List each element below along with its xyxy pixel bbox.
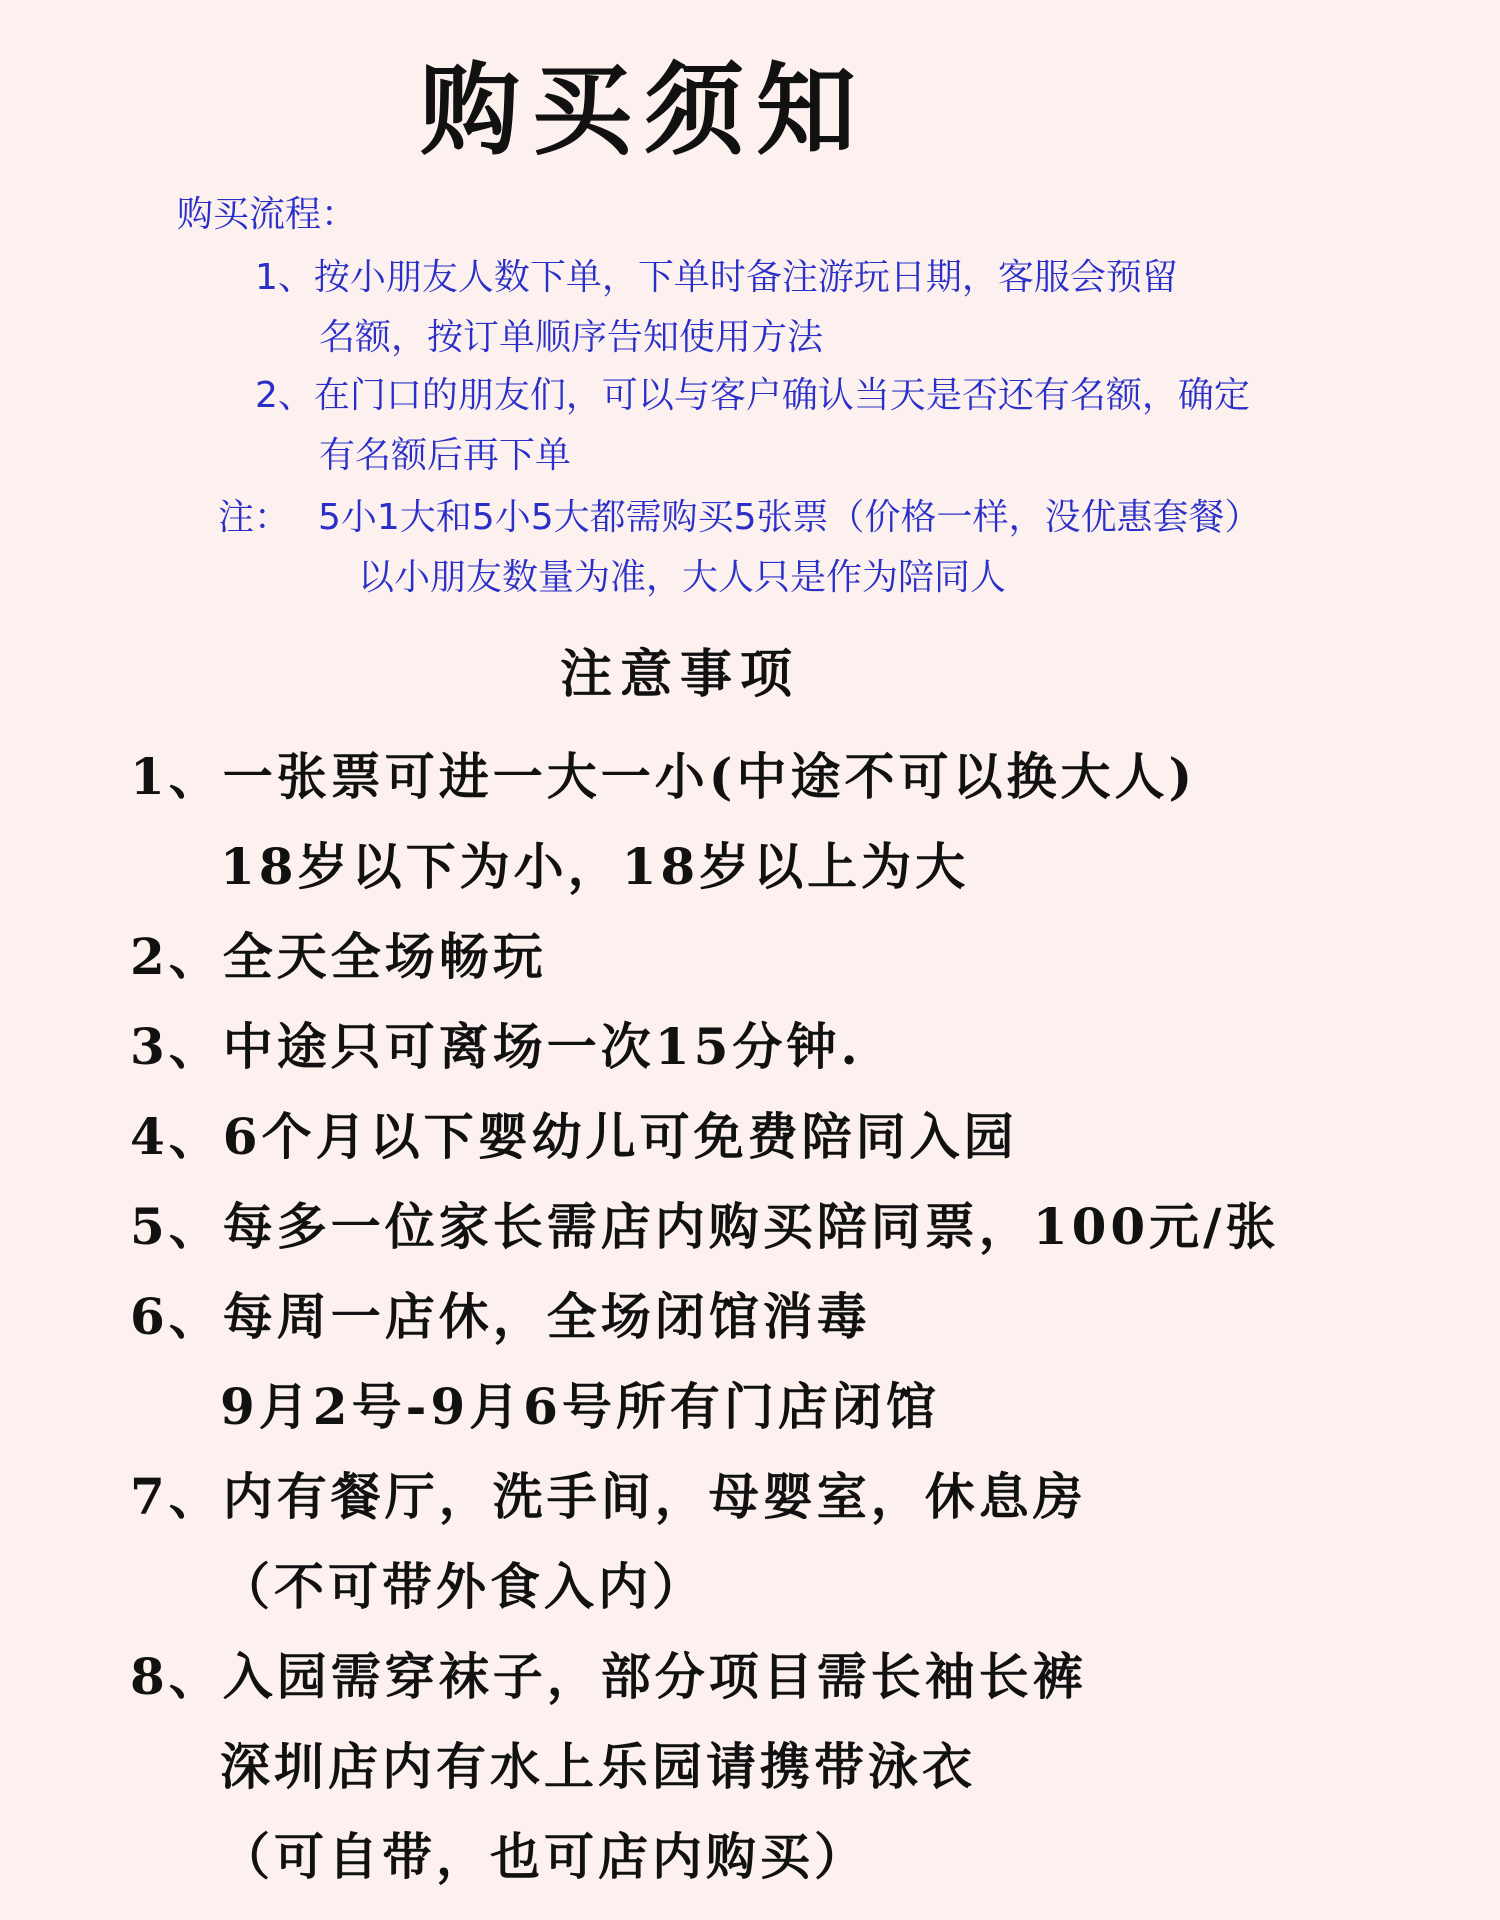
process-step-text-cont: 有名额后再下单 <box>319 435 572 476</box>
notice-item-1: 1、一张票可进一大一小(中途不可以换大人) <box>130 747 1197 806</box>
process-step-text-cont: 名额，按订单顺序告知使用方法 <box>319 317 824 358</box>
page-title: 购买须知 <box>420 51 868 169</box>
note-text: 5小1大和5小5大都需购买5张票（价格一样，没优惠套餐） <box>318 497 1261 538</box>
notice-item-6-detail: 9月2号-9月6号所有门店闭馆 <box>220 1377 940 1436</box>
notice-item-1-detail: 18岁以下为小，18岁以上为大 <box>220 837 970 896</box>
notice-item-5: 5、每多一位家长需店内购买陪同票，100元/张 <box>130 1197 1280 1256</box>
purchase-process-heading: 购买流程： <box>177 194 358 235</box>
notice-item-4: 4、6个月以下婴幼儿可免费陪同入园 <box>130 1107 1018 1166</box>
notice-item-8-detail: 深圳店内有水上乐园请携带泳衣 <box>220 1737 976 1796</box>
notice-item-7: 7、内有餐厅，洗手间，母婴室，休息房 <box>130 1467 1087 1526</box>
notice-item-6: 6、每周一店休，全场闭馆消毒 <box>130 1287 871 1346</box>
notice-heading: 注意事项 <box>560 644 801 705</box>
process-step-text: 在门口的朋友们，可以与客户确认当天是否还有名额，确定 <box>313 375 1250 416</box>
notice-item-8-detail-2: （可自带，也可店内购买） <box>220 1827 868 1886</box>
notice-item-7-detail: （不可带外食入内） <box>220 1557 706 1616</box>
notice-item-2: 2、全天全场畅玩 <box>130 927 547 986</box>
process-step-number: 1、 <box>255 257 314 298</box>
process-step-1 <box>255 248 1178 368</box>
process-step-text: 按小朋友人数下单，下单时备注游玩日期，客服会预留 <box>313 257 1178 298</box>
note-label: 注： <box>218 497 291 538</box>
process-step-2 <box>255 366 1250 486</box>
notice-item-8: 8、入园需穿袜子，部分项目需长袖长裤 <box>130 1647 1087 1706</box>
purchase-note <box>218 488 1261 608</box>
notice-item-3: 3、中途只可离场一次15分钟. <box>130 1017 862 1076</box>
note-text-cont: 以小朋友数量为准，大人只是作为陪同人 <box>358 557 1007 598</box>
notice-list <box>130 732 1470 1902</box>
process-step-number: 2、 <box>255 375 314 416</box>
